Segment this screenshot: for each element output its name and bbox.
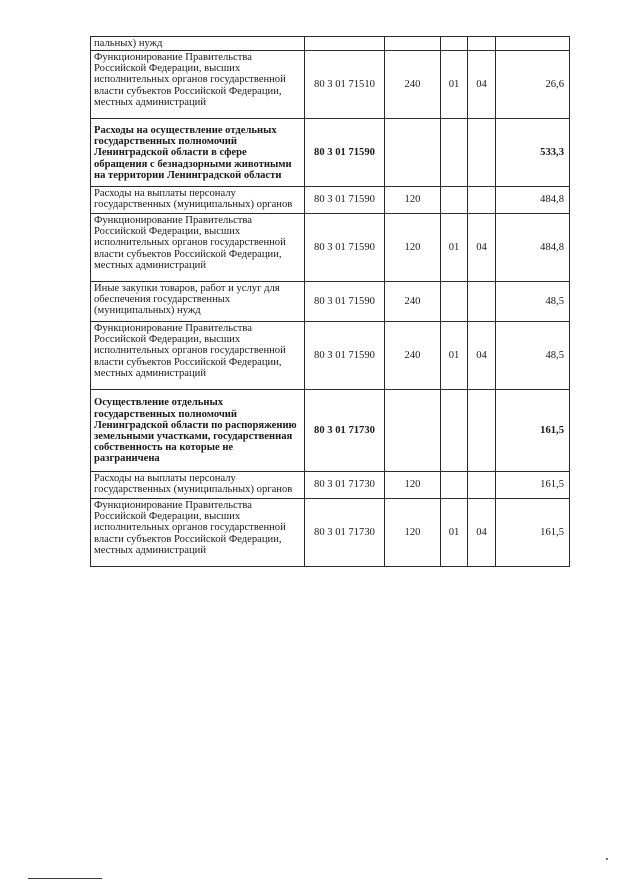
row-code: 80 3 01 71730 (305, 472, 385, 499)
row-section (441, 37, 468, 51)
row-expense-type (385, 119, 441, 187)
row-name: Иные закупки товаров, работ и услуг для обеспечения государственных (муниципальных) нужд (91, 282, 305, 322)
row-name: Функционирование Правительства Российской Федерации, высших исполнительных органов государственной власти субъектов Российской Федерации, местных администраций (91, 51, 305, 119)
row-sum: 48,5 (496, 322, 570, 390)
row-code: 80 3 01 71730 (305, 499, 385, 567)
row-code: 80 3 01 71590 (305, 282, 385, 322)
row-name: Функционирование Правительства Российской Федерации, высших исполнительных органов государственной власти субъектов Российской Федерации, местных администраций (91, 499, 305, 567)
row-expense-type: 120 (385, 214, 441, 282)
table-row (91, 390, 570, 472)
row-expense-type (385, 390, 441, 472)
row-name: Расходы на осуществление отдельных государственных полномочий Ленинградской области в сфере обращения с безнадзорными животными на территории Ленинградской области (91, 119, 305, 187)
row-subsection: 04 (468, 499, 496, 567)
row-expense-type: 120 (385, 187, 441, 214)
row-section (441, 187, 468, 214)
row-expense-type: 240 (385, 51, 441, 119)
row-sum: 484,8 (496, 187, 570, 214)
table-row (91, 187, 570, 214)
table-row (91, 322, 570, 390)
row-subsection (468, 472, 496, 499)
row-sum (496, 37, 570, 51)
row-section: 01 (441, 499, 468, 567)
row-section (441, 119, 468, 187)
row-section (441, 472, 468, 499)
table-row (91, 282, 570, 322)
row-section: 01 (441, 51, 468, 119)
row-sum: 484,8 (496, 214, 570, 282)
row-section (441, 282, 468, 322)
row-name: Функционирование Правительства Российской Федерации, высших исполнительных органов государственной власти субъектов Российской Федерации, местных администраций (91, 214, 305, 282)
row-section: 01 (441, 322, 468, 390)
row-expense-type: 240 (385, 322, 441, 390)
row-code (305, 37, 385, 51)
row-expense-type: 240 (385, 282, 441, 322)
row-code: 80 3 01 71590 (305, 187, 385, 214)
row-code: 80 3 01 71510 (305, 51, 385, 119)
row-sum: 26,6 (496, 51, 570, 119)
row-code: 80 3 01 71590 (305, 119, 385, 187)
row-sum: 161,5 (496, 472, 570, 499)
row-sum: 161,5 (496, 390, 570, 472)
row-name: пальных) нужд (91, 37, 305, 51)
row-subsection: 04 (468, 51, 496, 119)
budget-table (90, 36, 570, 567)
table-row (91, 472, 570, 499)
row-subsection: 04 (468, 322, 496, 390)
row-subsection (468, 37, 496, 51)
table-row (91, 37, 570, 51)
table-row (91, 214, 570, 282)
row-sum: 48,5 (496, 282, 570, 322)
row-subsection (468, 390, 496, 472)
row-code: 80 3 01 71730 (305, 390, 385, 472)
row-section: 01 (441, 214, 468, 282)
row-section (441, 390, 468, 472)
row-expense-type (385, 37, 441, 51)
row-sum: 533,3 (496, 119, 570, 187)
row-name: Осуществление отдельных государственных полномочий Ленинградской области по распоряжению земельными участками, государственная собственность на которые не разграничена (91, 390, 305, 472)
footnote-separator (28, 878, 102, 879)
row-name: Функционирование Правительства Российской Федерации, высших исполнительных органов государственной власти субъектов Российской Федерации, местных администраций (91, 322, 305, 390)
budget-table-body (91, 37, 570, 567)
row-name: Расходы на выплаты персоналу государственных (муниципальных) органов (91, 472, 305, 499)
row-subsection (468, 282, 496, 322)
row-expense-type: 120 (385, 499, 441, 567)
row-subsection (468, 119, 496, 187)
scan-speck (606, 858, 608, 860)
row-code: 80 3 01 71590 (305, 322, 385, 390)
table-row (91, 119, 570, 187)
row-code: 80 3 01 71590 (305, 214, 385, 282)
row-subsection (468, 187, 496, 214)
row-sum: 161,5 (496, 499, 570, 567)
table-row (91, 51, 570, 119)
row-name: Расходы на выплаты персоналу государственных (муниципальных) органов (91, 187, 305, 214)
row-expense-type: 120 (385, 472, 441, 499)
row-subsection: 04 (468, 214, 496, 282)
table-row (91, 499, 570, 567)
